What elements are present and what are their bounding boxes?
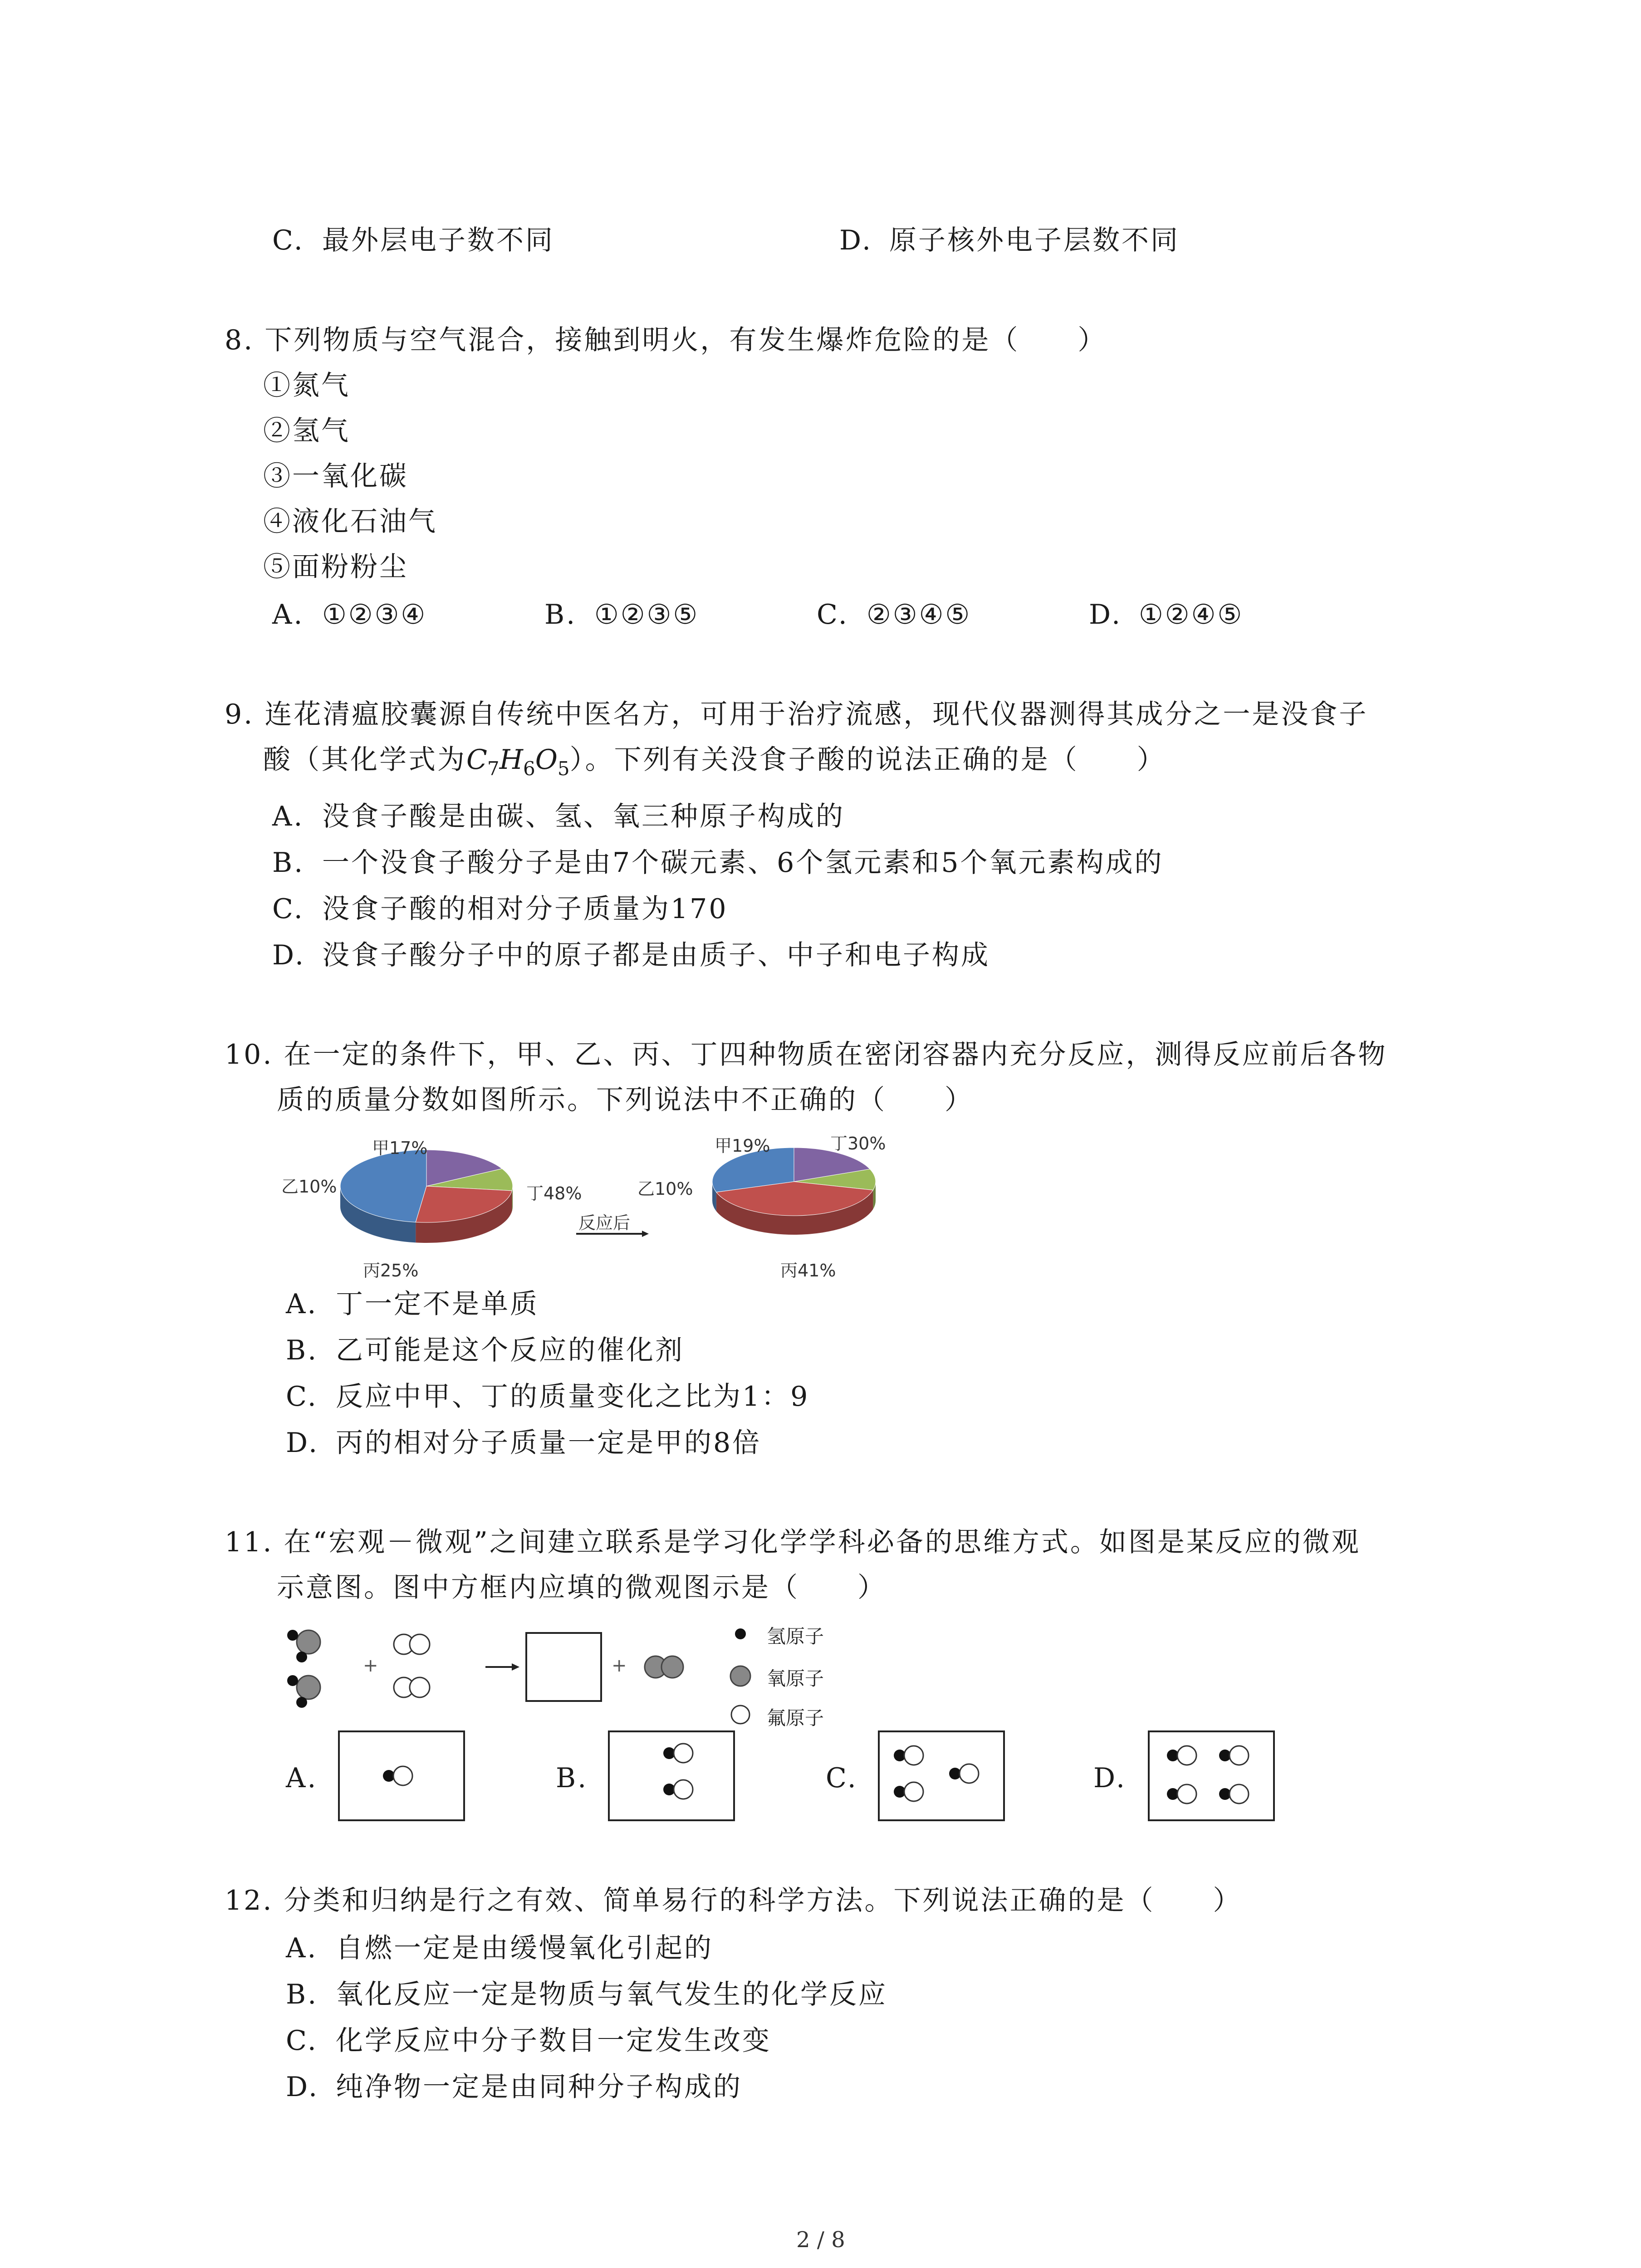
option-label: A.: [286, 1288, 318, 1320]
q11-option-c-label: C.: [826, 1762, 858, 1794]
option-text: 原子核外电子层数不同: [889, 225, 1180, 256]
q10-stem-line1: 10. 在一定的条件下，甲、乙、丙、丁四种物质在密闭容器内充分反应，测得反应前后各物: [225, 1039, 1387, 1070]
pie-before-label-jia: 甲17%: [372, 1138, 428, 1158]
hydrogen-atom-icon: [735, 1628, 746, 1639]
option-text: 氧化反应一定是物质与氧气发生的化学反应: [336, 1979, 887, 2010]
option-text: 没食子酸的相对分子质量为170: [322, 893, 728, 925]
option-text: 没食子酸分子中的原子都是由质子、中子和电子构成: [322, 939, 990, 971]
option-label: D.: [286, 2071, 319, 2103]
q11-option-d-label: D.: [1093, 1762, 1127, 1794]
water-molecule-icon: [287, 1630, 320, 1662]
option-label: C.: [272, 225, 304, 256]
page-number: 2 / 8: [796, 2227, 845, 2253]
legend-oxygen: 氧原子: [767, 1667, 824, 1690]
arrow-icon: [485, 1663, 519, 1671]
q8-stem: 8. 下列物质与空气混合，接触到明火，有发生爆炸危险的是（ ）: [225, 324, 1107, 356]
q10-option-c: [286, 1378, 809, 1415]
q11-option-a-box: [338, 1730, 465, 1821]
option-text: 纯净物一定是由同种分子构成的: [336, 2071, 742, 2103]
option-label: B.: [544, 599, 577, 631]
option-label: C.: [286, 2025, 318, 2057]
option-text: ②③④⑤: [867, 599, 972, 631]
option-label: D.: [272, 939, 306, 971]
pie-before-label-ding: 丁48%: [526, 1183, 582, 1203]
option-text: 没食子酸是由碳、氢、氧三种原子构成的: [322, 801, 845, 832]
q7-option-d: [839, 222, 1180, 259]
q12-stem: 12. 分类和归纳是行之有效、简单易行的科学方法。下列说法正确的是（ ）: [225, 1885, 1242, 1916]
q12-option-a: [286, 1930, 713, 1966]
q9-option-c: [272, 891, 728, 927]
option-text: 自燃一定是由缓慢氧化引起的: [336, 1932, 713, 1964]
stem-text: 酸（其化学式为: [263, 744, 466, 776]
q8-item-1: ①氮气: [263, 370, 350, 401]
q8-option-d: [1089, 596, 1244, 633]
q7-option-c: [272, 222, 554, 259]
option-label: D.: [1089, 599, 1122, 631]
option-label: A.: [272, 599, 304, 631]
q10-option-b: [286, 1332, 684, 1369]
q10-option-d: [286, 1425, 761, 1461]
q11-stem-line1: 11. 在“宏观－微观”之间建立联系是学习化学学科必备的思维方式。如图是某反应的微观: [225, 1526, 1361, 1558]
oxygen-molecule-icon: [645, 1656, 683, 1678]
pie-after-label-bing: 丙41%: [780, 1261, 836, 1281]
option-text: 最外层电子数不同: [322, 225, 554, 256]
q8-item-2: ②氢气: [263, 415, 350, 447]
fluorine-atom-icon: [731, 1706, 749, 1724]
option-text: ①②③④: [322, 599, 427, 631]
option-label: B.: [286, 1979, 318, 2010]
blank-answer-box: [526, 1633, 601, 1701]
q8-item-3: ③一氧化碳: [263, 460, 408, 492]
q8-option-b: [544, 596, 699, 633]
option-label: C.: [272, 893, 304, 925]
option-text: ①②③⑤: [594, 599, 700, 631]
formula-c: C: [466, 744, 487, 776]
formula-h-count: 6: [523, 758, 535, 780]
pie-chart-before: [336, 1143, 535, 1256]
option-label: B.: [286, 1334, 318, 1366]
legend-hydrogen: 氢原子: [767, 1625, 824, 1647]
q11-option-b-label: B.: [556, 1762, 588, 1794]
q8-option-c: [817, 596, 971, 633]
q11-option-d-box: [1148, 1730, 1275, 1821]
q10-option-a: [286, 1286, 539, 1322]
q11-option-a-label: A.: [286, 1762, 318, 1794]
q12-option-d: [286, 2069, 742, 2105]
pie-after-label-jia: 甲19%: [715, 1136, 770, 1156]
q8-item-5: ⑤面粉粉尘: [263, 551, 408, 583]
formula-o: O: [535, 744, 558, 776]
option-text: ①②④⑤: [1139, 599, 1244, 631]
option-label: C.: [286, 1381, 318, 1413]
q12-option-b: [286, 1976, 887, 2013]
formula-o-count: 5: [557, 758, 570, 780]
reaction-arrow-label: 反应后: [578, 1213, 631, 1233]
legend-fluorine: 氟原子: [767, 1707, 824, 1729]
reaction-arrow-icon: [576, 1229, 649, 1238]
fluorine-molecule-icon: [394, 1677, 430, 1697]
q9-stem-line1: 9. 连花清瘟胶囊源自传统中医名方，可用于治疗流感，现代仪器测得其成分之一是没食子: [225, 699, 1368, 730]
formula-c-count: 7: [487, 758, 500, 780]
fluorine-molecule-icon: [394, 1634, 430, 1654]
option-text: 乙可能是这个反应的催化剂: [336, 1334, 684, 1366]
plus-sign: +: [363, 1655, 378, 1676]
q11-option-c-box: [878, 1730, 1005, 1821]
option-label: A.: [272, 801, 304, 832]
q10-stem-line2: 质的质量分数如图所示。下列说法中不正确的（ ）: [277, 1084, 974, 1116]
q9-option-a: [272, 798, 845, 835]
option-text: 丙的相对分子质量一定是甲的8倍: [336, 1427, 762, 1459]
option-label: C.: [817, 599, 849, 631]
q9-option-d: [272, 937, 990, 973]
option-text: 丁一定不是单质: [336, 1288, 539, 1320]
q9-stem-line2: [263, 742, 1166, 787]
q8-option-a: [272, 596, 427, 633]
option-label: A.: [286, 1932, 318, 1964]
option-label: D.: [286, 1427, 319, 1459]
water-molecule-icon: [287, 1675, 320, 1708]
pie-after-label-yi: 乙10%: [637, 1179, 693, 1199]
pie-chart-after: [708, 1141, 898, 1250]
option-label: B.: [272, 847, 305, 879]
formula-h: H: [499, 744, 523, 776]
option-text: 反应中甲、丁的质量变化之比为1：9: [336, 1381, 810, 1413]
plus-sign: +: [612, 1655, 627, 1676]
stem-text: ）。下列有关没食子酸的说法正确的是（ ）: [569, 744, 1166, 776]
q8-item-4: ④液化石油气: [263, 506, 437, 538]
option-label: D.: [839, 225, 873, 256]
q12-option-c: [286, 2023, 771, 2059]
option-text: 一个没食子酸分子是由7个碳元素、6个氢元素和5个氧元素构成的: [322, 847, 1164, 879]
pie-before-label-yi: 乙10%: [281, 1177, 337, 1197]
q11-stem-line2: 示意图。图中方框内应填的微观图示是（ ）: [277, 1572, 887, 1603]
q9-option-b: [272, 845, 1164, 881]
oxygen-atom-icon: [730, 1666, 750, 1686]
q11-option-b-box: [608, 1730, 735, 1821]
pie-after-label-ding: 丁30%: [830, 1134, 886, 1154]
pie-before-label-bing: 丙25%: [363, 1261, 419, 1281]
option-text: 化学反应中分子数目一定发生改变: [336, 2025, 771, 2057]
